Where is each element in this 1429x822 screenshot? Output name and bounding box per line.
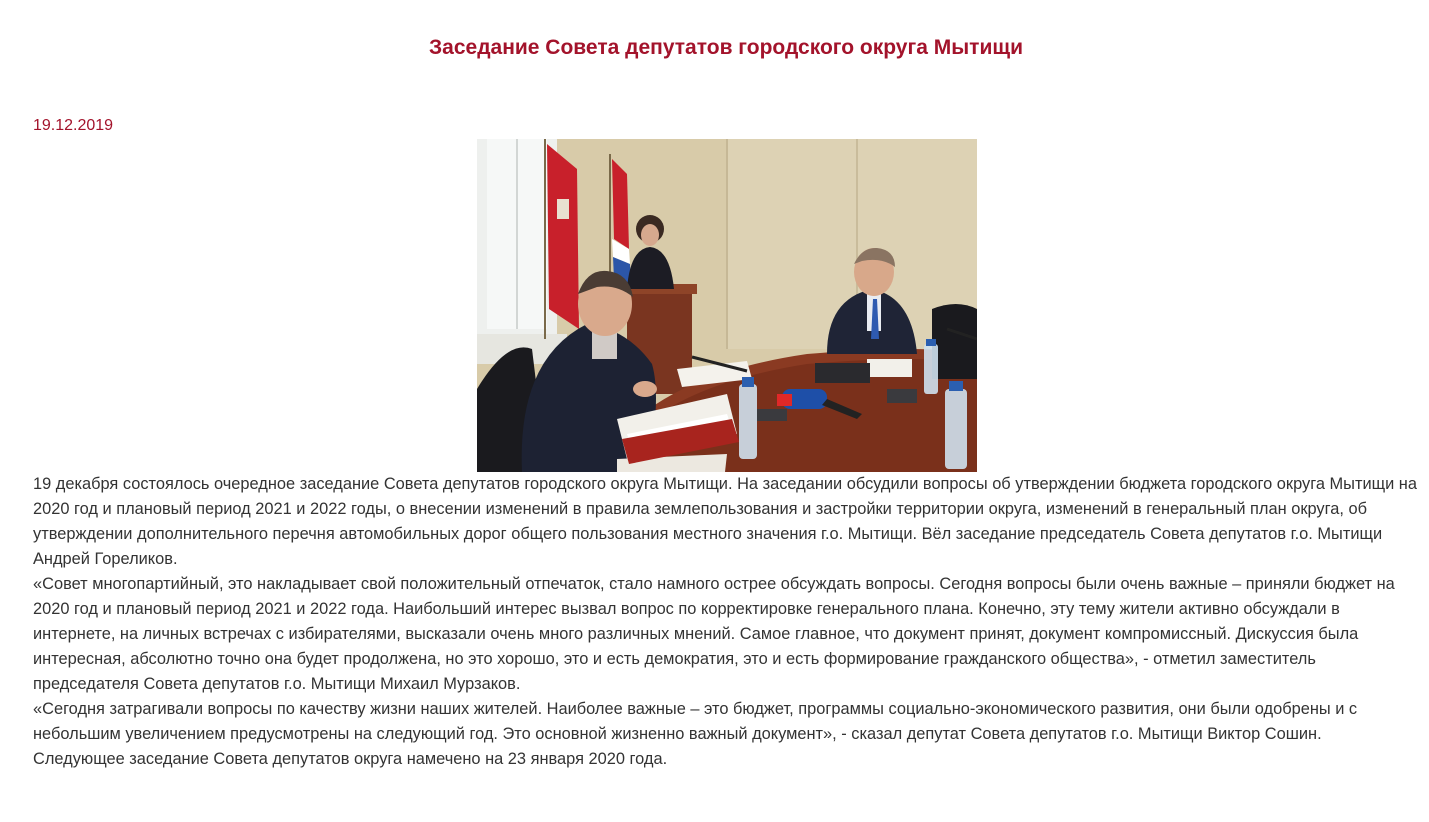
article-photo: [477, 139, 977, 472]
article-paragraph: «Сегодня затрагивали вопросы по качеству жизни наших жителей. Наиболее важные – это бюджет, программы социально-экономического развития, они были одобрены и с небольшим увеличением предусмотрены на следующий год. Это основной жизненно важный документ», - сказал депутат Совета депутатов г.о. Мытищи Виктор Сошин.: [33, 700, 1358, 743]
article-body: [33, 472, 1423, 772]
article-date: 19.12.2019: [33, 117, 114, 134]
article-paragraph: «Совет многопартийный, это накладывает свой положительный отпечаток, стало намного острее обсуждать вопросы. Сегодня вопросы были очень важные – приняли бюджет на 2020 год и плановый период 2021 и 2022 года. Наибольший интерес вызвал вопрос по корректировке генерального плана. Конечно, эту тему жители активно обсуждали в интернете, на личных встречах с избирателями, высказали очень много различных мнений. Самое главное, что документ принят, документ компромиссный. Дискуссия была интересная, абсолютно точно она будет продолжена, но это хорошо, это и есть демократия, это и есть формирование гражданского общества», - отметил заместитель председателя Совета депутатов г.о. Мытищи Михаил Мурзаков.: [33, 575, 1395, 693]
article-title: Заседание Совета депутатов городского округа Мытищи: [429, 36, 1023, 59]
photo-image-icon: [477, 139, 977, 472]
article-paragraph: Следующее заседание Совета депутатов округа намечено на 23 января 2020 года.: [33, 750, 668, 768]
article-paragraph: 19 декабря состоялось очередное заседание Совета депутатов городского округа Мытищи. На заседании обсудили вопросы об утверждении бюджета городского округа Мытищи на 2020 год и плановый период 2021 и 2022 годы, о внесении изменений в правила землепользования и застройки территории округа, изменений в генеральный план округа, об утверждении дополнительного перечня автомобильных дорог общего пользования местного значения г.о. Мытищи. Вёл заседание председатель Совета депутатов г.о. Мытищи Андрей Гореликов.: [33, 475, 1417, 568]
